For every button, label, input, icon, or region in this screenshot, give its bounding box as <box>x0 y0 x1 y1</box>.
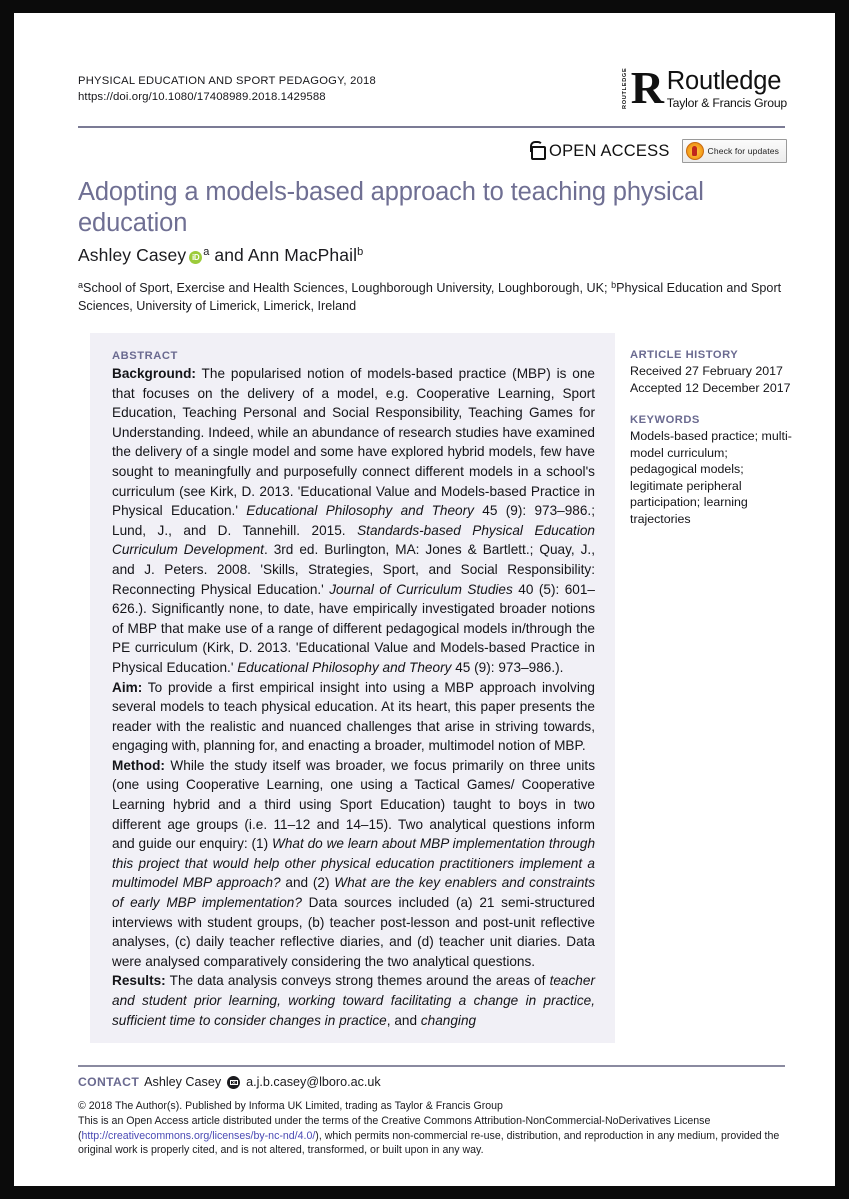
abstract-method-italic-2: What are the key enablers and constraints of early MBP implementation? <box>112 875 596 911</box>
accepted-date: Accepted 12 December 2017 <box>630 380 791 395</box>
abstract-background-italic-1: Educational Philosophy and Theory <box>246 503 474 519</box>
keywords-block <box>630 414 795 527</box>
open-access-badge <box>529 141 670 161</box>
abstract-aim-label: Aim: <box>112 679 143 695</box>
abstract-heading: ABSTRACT <box>112 350 178 362</box>
contact-line <box>78 1075 381 1089</box>
author-name-1: Ashley Casey <box>78 245 187 265</box>
abstract-background-text-5: 45 (9): 973–986.). <box>451 659 564 675</box>
license-text-before: This is an Open Access article distributed under the terms of the Creative Commons Attribution-NonCommercial-NoDerivatives License ( <box>78 1115 711 1142</box>
abstract-results-italic-1: teacher and student prior learning, working toward facilitating a change in practice, sufficient time to consider changes in practice <box>112 973 595 1028</box>
author-2-affiliation-marker: b <box>357 246 364 258</box>
abstract-background-text-3: . 3rd ed. Burlington, MA: Jones & Bartlett.; Quay, J., and J. Peters. 2008. 'Skills, Strategies, Sport, and Social Responsibility: Reconnecting Physical Education.' <box>112 542 595 597</box>
abstract-background-text-1: The popularised notion of models-based practice (MBP) is one that focuses on the delivery of a model, e.g. Cooperative Learning, Sport Education, Teaching Personal and Social Responsibility, Teaching Games for Understanding. Indeed, while an abundance of research studies have examined the delivery of a single model and some have explored hybrid models, few have sought to meaningfully and purposefully connect different models in a school's curriculum (see Kirk, D. 2013. 'Educational Value and Models-based Practice in Physical Education.' <box>112 366 595 519</box>
open-access-label: OPEN ACCESS <box>549 141 670 160</box>
abstract-aim-text: To provide a first empirical insight into using a MBP approach involving several models to teach physical education. At its heart, this paper presents the reader with the realistic and nuanced challenges that arise in striving towards, engaging with, planning for, and enacting a broader, multimodel notion of MBP. <box>112 679 595 754</box>
publisher-group: Taylor & Francis Group <box>666 96 787 110</box>
article-history-block <box>630 349 795 396</box>
license-url-link[interactable]: http://creativecommons.org/licenses/by-nc-nd/4.0/ <box>81 1129 316 1142</box>
author-list <box>78 245 778 266</box>
doi-line[interactable]: https://doi.org/10.1080/17408989.2018.1429588 <box>78 91 326 104</box>
authors-conjunction: and <box>209 245 248 265</box>
author-name-2: Ann MacPhail <box>247 245 358 265</box>
paper-page <box>14 13 835 1186</box>
routledge-logo <box>620 62 787 113</box>
abstract-results-text-1: The data analysis conveys strong themes around the areas of <box>165 973 550 989</box>
open-access-row <box>529 139 787 163</box>
footer-divider <box>78 1065 785 1067</box>
contact-email[interactable]: a.j.b.casey@lboro.ac.uk <box>246 1075 381 1089</box>
contact-name: Ashley Casey <box>144 1075 222 1089</box>
abstract-aim-paragraph <box>112 678 595 756</box>
abstract-method-text-1: While the study itself was broader, we focus primarily on three units (one using Cooperative Learning, one using a Tactical Games/ Cooperative Learning hybrid and a third using Sport Education) taught to boys in two different age groups (i.e. 11–12 and 14–15). Two analytical questions inform and guide our enquiry: (1) <box>112 757 595 852</box>
affiliation-b-text: Physical Education and Sport Sciences, University of Limerick, Limerick, Ireland <box>78 281 782 313</box>
affiliations <box>78 277 785 315</box>
orcid-id-icon[interactable]: iD <box>189 251 202 264</box>
abstract-panel <box>90 333 615 1043</box>
keywords-heading: KEYWORDS <box>630 414 700 426</box>
abstract-background-paragraph <box>112 364 595 678</box>
affiliation-b-marker: b <box>611 280 617 290</box>
abstract-method-paragraph <box>112 756 595 972</box>
check-for-updates-label: Check for updates <box>707 146 779 156</box>
publisher-name: Routledge <box>666 67 782 95</box>
abstract-method-text-3: Data sources included (a) 21 semi-structured interviews with student groups, (b) teacher post-lesson and post-unit reflective analyses, (c) daily teacher reflective diaries, and (d) teacher unit diaries. Data were analysed comparatively considering the two analytical questions. <box>112 895 596 969</box>
legal-notice <box>78 1099 788 1158</box>
routledge-r-glyph: R <box>630 62 664 113</box>
journal-name-line: PHYSICAL EDUCATION AND SPORT PEDAGOGY, 2018 <box>78 75 376 87</box>
abstract-results-label: Results: <box>112 973 166 989</box>
abstract-method-text-2: and (2) <box>280 875 335 891</box>
abstract-text <box>112 364 595 1030</box>
abstract-method-label: Method: <box>112 757 165 773</box>
open-lock-icon <box>529 141 543 161</box>
abstract-background-text-4: 40 (5): 601–626.). Significantly none, to date, have empirically investigated broader notions of MBP that make use of a range of different pedagogical models in/through the PE curriculum (Kirk, D. 2013. 'Educational Value and Models-based Practice in Physical Education.' <box>112 581 595 675</box>
author-1-affiliation-marker: a <box>203 246 210 258</box>
license-text-after: ), which permits non-commercial re-use, distribution, and reproduction in any medium, provided the original work is properly cited, and is not altered, transformed, or built upon in any way. <box>78 1129 780 1157</box>
copyright-line: © 2018 The Author(s). Published by Informa UK Limited, trading as Taylor & Francis Group <box>78 1100 503 1112</box>
article-metadata-sidebar <box>630 349 795 545</box>
abstract-results-paragraph <box>112 971 595 1030</box>
abstract-background-italic-2: Standards-based Physical Education Curriculum Development <box>112 522 595 558</box>
abstract-background-italic-4: Educational Philosophy and Theory <box>237 659 452 675</box>
crossmark-icon <box>686 142 704 160</box>
abstract-results-italic-2: changing <box>420 1012 477 1028</box>
abstract-background-italic-3: Journal of Curriculum Studies <box>329 581 513 597</box>
affiliation-a-marker: a <box>78 280 84 290</box>
routledge-r-mark-icon <box>620 62 664 113</box>
abstract-method-italic-1: What do we learn about MBP implementation through this project that would help other physical education practitioners implement a multimodel MBP approach? <box>112 836 596 891</box>
license-statement <box>78 1114 788 1157</box>
header-divider <box>78 126 785 128</box>
page-title: Adopting a models-based approach to teaching physical education <box>78 178 704 237</box>
received-date: Received 27 February 2017 <box>630 364 783 378</box>
affiliation-a-text: School of Sport, Exercise and Health Sciences, Loughborough University, Loughborough, UK; <box>83 281 612 295</box>
contact-label: CONTACT <box>78 1075 140 1089</box>
abstract-results-text-2: , and <box>386 1012 421 1028</box>
check-for-updates-button[interactable] <box>682 139 787 163</box>
routledge-vertical-text: ROUTLEDGE <box>621 67 628 109</box>
abstract-background-text-2: 45 (9): 973–986.; Lund, J., and D. Tannehill. 2015. <box>112 503 596 538</box>
article-history-heading: ARTICLE HISTORY <box>630 349 739 361</box>
envelope-icon <box>227 1076 240 1089</box>
keywords-list: Models-based practice; multi-model curriculum; pedagogical models; legitimate peripheral participation; learning trajectories <box>630 429 792 526</box>
abstract-background-label: Background: <box>112 366 196 381</box>
